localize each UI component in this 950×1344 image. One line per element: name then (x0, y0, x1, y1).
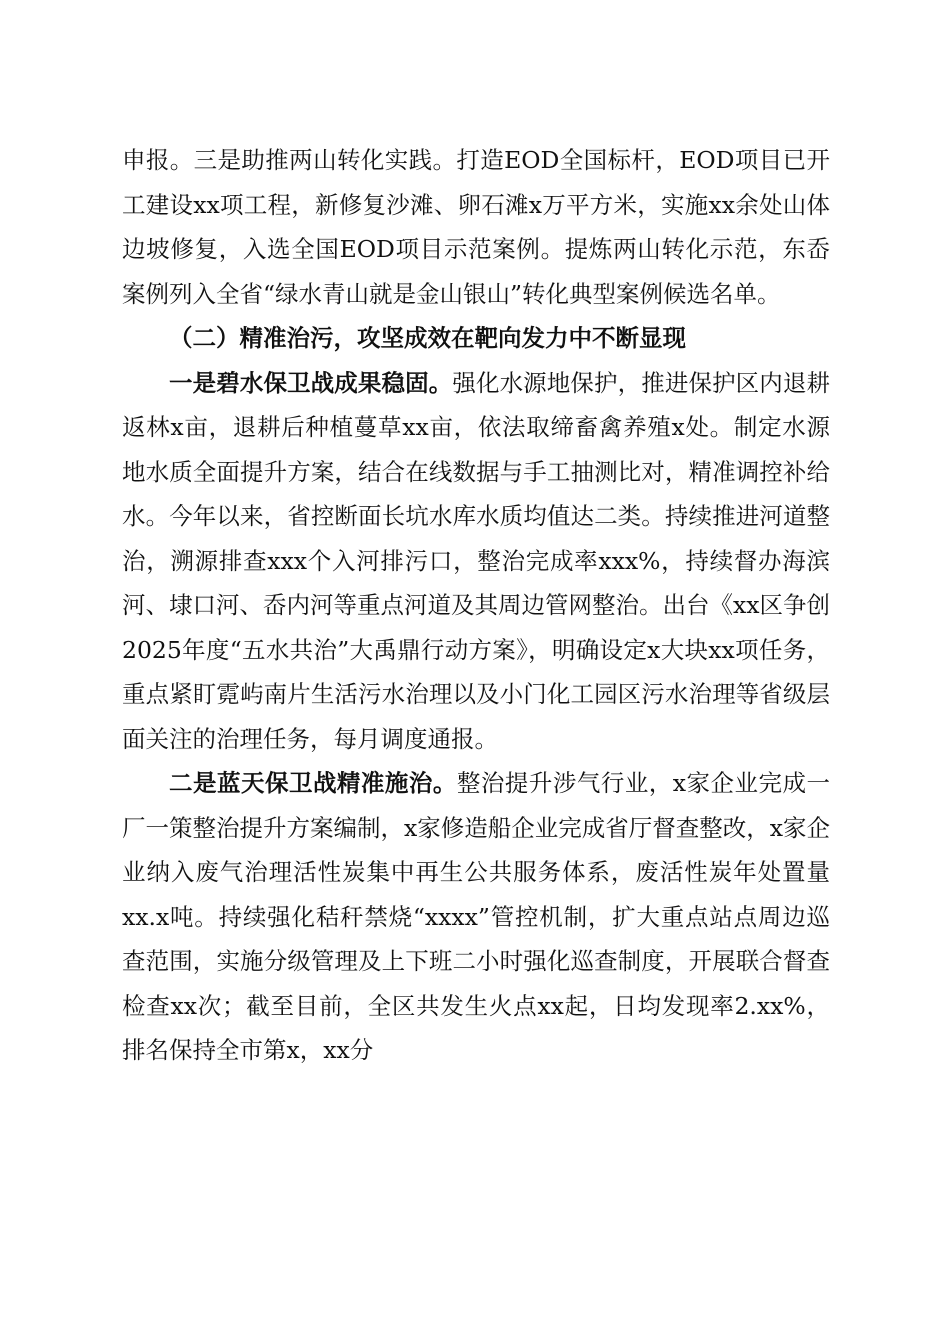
paragraph-water-body: 强化水源地保护，推进保护区内退耕返林x亩，退耕后种植蔓草xx亩，依法取缔畜禽养殖x处。制定水源地水质全面提升方案，结合在线数据与手工抽测比对，精准调控补给水。今年以来，省控断面长坑水库水质均值达二类。持续推进河道整治，溯源排查xxx个入河排污口，整治完成率xxx%，持续督办海滨河、埭口河、岙内河等重点河道及其周边管网整治。出台《xx区争创2025年度“五水共治”大禹鼎行动方案》，明确设定x大块xx项任务，重点紧盯霓屿南片生活污水治理以及小门化工园区污水治理等省级层面关注的治理任务，每月调度通报。 (122, 368, 831, 753)
paragraph-air (122, 761, 830, 1073)
paragraph-continued: 申报。三是助推两山转化实践。打造EOD全国标杆，EOD项目已开工建设xx项工程，新修复沙滩、卵石滩x万平方米，实施xx余处山体边坡修复，入选全国EOD项目示范案例。提炼两山转化示范，东岙案例列入全省“绿水青山就是金山银山”转化典型案例候选名单。 (122, 146, 830, 308)
document-body (122, 138, 830, 1073)
section-heading: （二）精准治污，攻坚成效在靶向发力中不断显现 (169, 324, 686, 352)
paragraph-air-body: 整治提升涉气行业，x家企业完成一厂一策整治提升方案编制，x家修造船企业完成省厅督查整改，x家企业纳入废气治理活性炭集中再生公共服务体系，废活性炭年处置量xx.x吨。持续强化秸秆禁烧“xxxx”管控机制，扩大重点站点周边巡查范围，实施分级管理及上下班二小时强化巡查制度，开展联合督查检查xx次；截至目前，全区共发生火点xx起，日均发现率2.xx%，排名保持全市第x，xx分 (122, 769, 831, 1064)
paragraph-water-lead: 一是碧水保卫战成果稳固。 (169, 368, 453, 397)
paragraph-water (122, 361, 830, 762)
paragraph-air-lead: 二是蓝天保卫战精准施治。 (169, 769, 457, 797)
